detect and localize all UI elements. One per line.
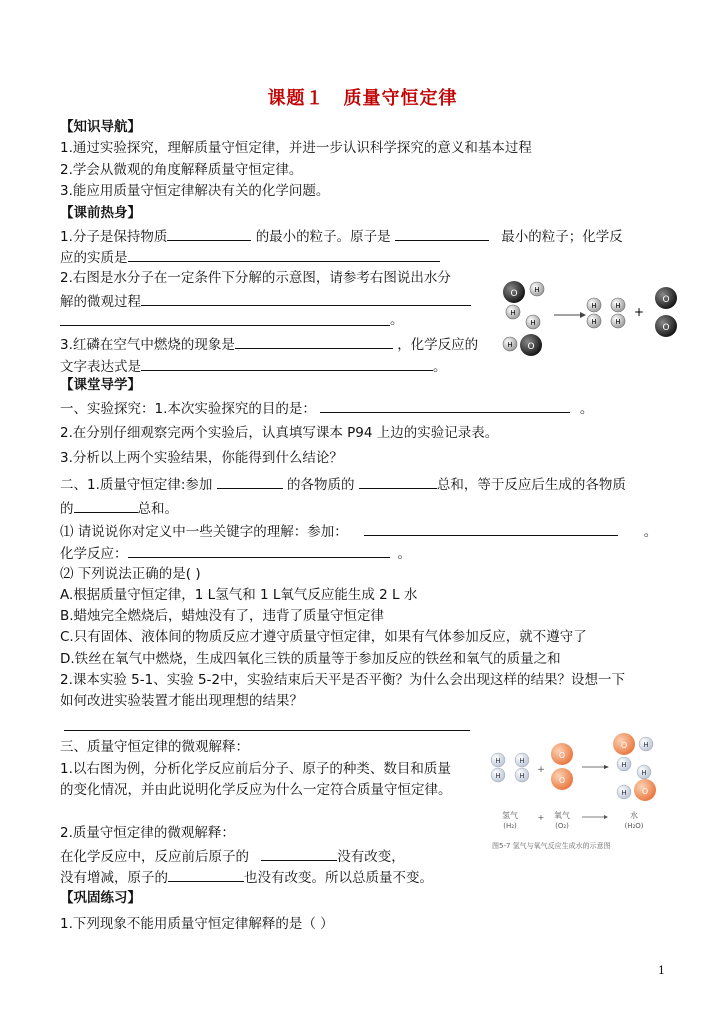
zhishi-item-3: 3.能应用质量守恒定律解决有关的化学问题。 [60, 183, 330, 199]
formula-water: (H₂O) [624, 822, 644, 830]
blank-field[interactable] [141, 291, 471, 306]
q2-text-b: 解的微观过程 [60, 294, 141, 310]
svg-text:H: H [495, 757, 501, 765]
atom-label: O [527, 342, 535, 352]
water-molecules [613, 733, 656, 801]
q3-text-b: ，化学反应的 [397, 337, 479, 353]
p5-text-a: 的 [60, 501, 74, 517]
ktdx-p11-line1: 1.以右图为例，分析化学反应前后分子、原子的种类、数目和质量 [60, 761, 451, 777]
blank-field[interactable] [128, 247, 440, 262]
ktdx-p12: 2.质量守恒定律的微观解释： [60, 825, 235, 841]
q3-text-c: 文字表达式是 [60, 359, 141, 375]
zhishi-item-1: 1.通过实验探究，理解质量守恒定律，并进一步认识科学探究的意义和基本过程 [60, 140, 532, 156]
zhishi-item-2: 2.学会从微观的角度解释质量守恒定律。 [60, 162, 303, 178]
p6-end: 。 [643, 524, 658, 540]
formula-hydrogen: (H₂) [503, 822, 517, 830]
label-water: 水 [630, 811, 638, 820]
svg-text:O: O [662, 295, 670, 305]
svg-text:O: O [662, 323, 670, 333]
blank-field[interactable] [141, 356, 433, 371]
q3-end: 。 [433, 359, 447, 375]
kqrs-q2-line1: 2.右图是水分子在一定条件下分解的示意图，请参考右图说出水分 [60, 270, 451, 286]
p4-text-b: 的各物质的 [287, 477, 355, 493]
svg-text:O: O [641, 787, 649, 796]
svg-text:H: H [591, 302, 597, 310]
arrow-head-icon [604, 765, 609, 769]
ktdx-p14 [60, 867, 433, 887]
svg-text:H: H [641, 769, 647, 777]
q1-text-c: 最小的粒子；化学反 [501, 229, 623, 245]
option-b: B.蜡烛完全燃烧后，蜡烛没有了，违背了质量守恒定律 [60, 608, 385, 624]
section-heading-gglx: 【巩固练习】 [60, 890, 141, 906]
ktdx-p9-line2: 如何改进实验装置才能出现理想的结果？ [60, 693, 303, 709]
svg-text:O: O [558, 751, 566, 760]
formula-oxygen: (O₂) [555, 822, 569, 830]
option-d: D.铁丝在氧气中燃烧，生成四氧化三铁的质量等于参加反应的铁丝和氧气的质量之和 [60, 651, 561, 667]
svg-text:H: H [621, 789, 627, 797]
blank-line[interactable] [60, 325, 390, 326]
atom-label: H [510, 309, 516, 317]
ktdx-p2: 2.在分别仔细观察完两个实验后，认真填写课本 P94 上边的实验记录表。 [60, 425, 499, 441]
page-title: 课题１ 质量守恒定律 [267, 88, 458, 109]
svg-text:H: H [621, 761, 627, 769]
svg-text:H: H [643, 741, 649, 749]
atom-label: H [507, 341, 513, 349]
q1-text-a: 1.分子是保持物质 [60, 229, 168, 245]
ktdx-p11-line2: 的变化情况，并由此说明化学反应为什么一定符合质量守恒定律。 [60, 782, 452, 798]
label-hydrogen: 氢气 [502, 811, 518, 820]
hydrogen-molecules [491, 753, 529, 782]
p6-text: ⑴ 请说说你对定义中一些关键字的理解：参加： [60, 524, 348, 540]
ktdx-p1 [60, 398, 593, 418]
blank-field[interactable] [168, 867, 244, 882]
ktdx-p3: 3.分析以上两个实验结果，你能得到什么结论？ [60, 450, 343, 466]
plus-sign: + [633, 305, 645, 319]
blank-field[interactable] [364, 521, 618, 536]
p14-text-a: 没有增减，原子的 [60, 870, 168, 886]
atom-label: H [530, 319, 536, 327]
kqrs-q1-line1 [60, 226, 623, 246]
atom-label: O [510, 289, 518, 299]
oxygen-molecule [655, 287, 677, 337]
page-number: 1 [658, 964, 665, 977]
option-a: A.根据质量守恒定律，1 L氢气和 1 L氧气反应能生成 2 L 水 [60, 587, 418, 603]
ktdx-p5 [60, 498, 178, 518]
ktdx-p13 [60, 846, 405, 866]
plus-sign: + [537, 765, 545, 775]
blank-field[interactable] [261, 846, 337, 861]
section-heading-ktdx: 【课堂导学】 [60, 377, 141, 393]
q2-end: 。 [390, 312, 404, 328]
svg-text:H: H [519, 772, 525, 780]
arrow-head-icon [580, 312, 586, 318]
figure-caption: 图5-7 氢气与氧气反应生成水的示意图 [492, 842, 611, 850]
section-heading-zhishi: 【知识导航】 [60, 119, 141, 135]
svg-text:H: H [495, 772, 501, 780]
blank-field[interactable] [359, 474, 437, 489]
water-molecule [503, 315, 542, 356]
water-decomposition-diagram [496, 278, 696, 362]
option-c: C.只有固体、液体间的物质反应才遵守质量守恒定律，如果有气体参加反应，就不遵守了 [60, 629, 587, 645]
blank-field[interactable] [128, 543, 390, 558]
ktdx-p10: 三、质量守恒定律的微观解释： [60, 739, 249, 755]
hydrogen-molecules [587, 298, 625, 328]
p13-text-b: 没有改变， [337, 849, 405, 865]
oxygen-molecule [551, 743, 573, 790]
p14-text-b: 也没有改变。所以总质量不变。 [244, 870, 433, 886]
p7-text: 化学反应： [60, 546, 128, 562]
plus-sign: + [537, 813, 545, 822]
ktdx-p7 [60, 543, 411, 563]
ktdx-p8: ⑵ 下列说法正确的是( ) [60, 566, 201, 582]
q1-text-d: 应的实质是 [60, 250, 128, 266]
kqrs-q2-line2 [60, 291, 471, 311]
blank-field[interactable] [167, 226, 251, 241]
q3-text-a: 3.红磷在空气中燃烧的现象是 [60, 337, 235, 353]
svg-text:O: O [620, 741, 628, 750]
kqrs-q3-line1 [60, 334, 478, 354]
label-oxygen: 氧气 [554, 811, 570, 820]
p4-text-c: 总和，等于反应后生成的各物质 [436, 477, 626, 493]
gglx-q1: 1.下列现象不能用质量守恒定律解释的是（ ） [60, 916, 334, 932]
blank-field[interactable] [235, 334, 393, 349]
hydrogen-oxygen-reaction-diagram [486, 730, 664, 854]
p1-end: 。 [579, 401, 594, 417]
blank-line[interactable] [64, 730, 470, 731]
svg-text:H: H [615, 302, 621, 310]
blank-field[interactable] [395, 226, 489, 241]
section-heading-kqrs: 【课前热身】 [60, 205, 141, 221]
arrow-head-icon [604, 815, 608, 819]
water-molecule [503, 281, 544, 319]
p4-text-a: 二、1.质量守恒定律:参加 [60, 477, 213, 493]
q1-text-b: 的最小的粒子。原子是 [255, 229, 391, 245]
ktdx-p4 [60, 474, 626, 494]
p1-text: 一、实验探究：1.本次实验探究的目的是： [60, 401, 316, 417]
kqrs-q3-line2 [60, 356, 447, 376]
p7-end: 。 [397, 546, 411, 562]
ktdx-p9-line1: 2.课本实验 5-1、实验 5-2中，实验结束后天平是否平衡？为什么会出现这样的结果？设想一下 [60, 672, 626, 688]
svg-text:H: H [615, 318, 621, 326]
blank-field[interactable] [320, 398, 570, 413]
ktdx-p6 [60, 521, 657, 541]
p5-text-b: 总和。 [137, 501, 178, 517]
p13-text-a: 在化学反应中，反应前后原子的 [60, 849, 249, 865]
svg-text:H: H [591, 318, 597, 326]
svg-text:H: H [519, 757, 525, 765]
blank-field[interactable] [74, 498, 138, 513]
svg-text:O: O [558, 776, 566, 785]
blank-field[interactable] [217, 474, 283, 489]
atom-label: H [534, 286, 540, 294]
kqrs-q1-line2 [60, 247, 440, 267]
